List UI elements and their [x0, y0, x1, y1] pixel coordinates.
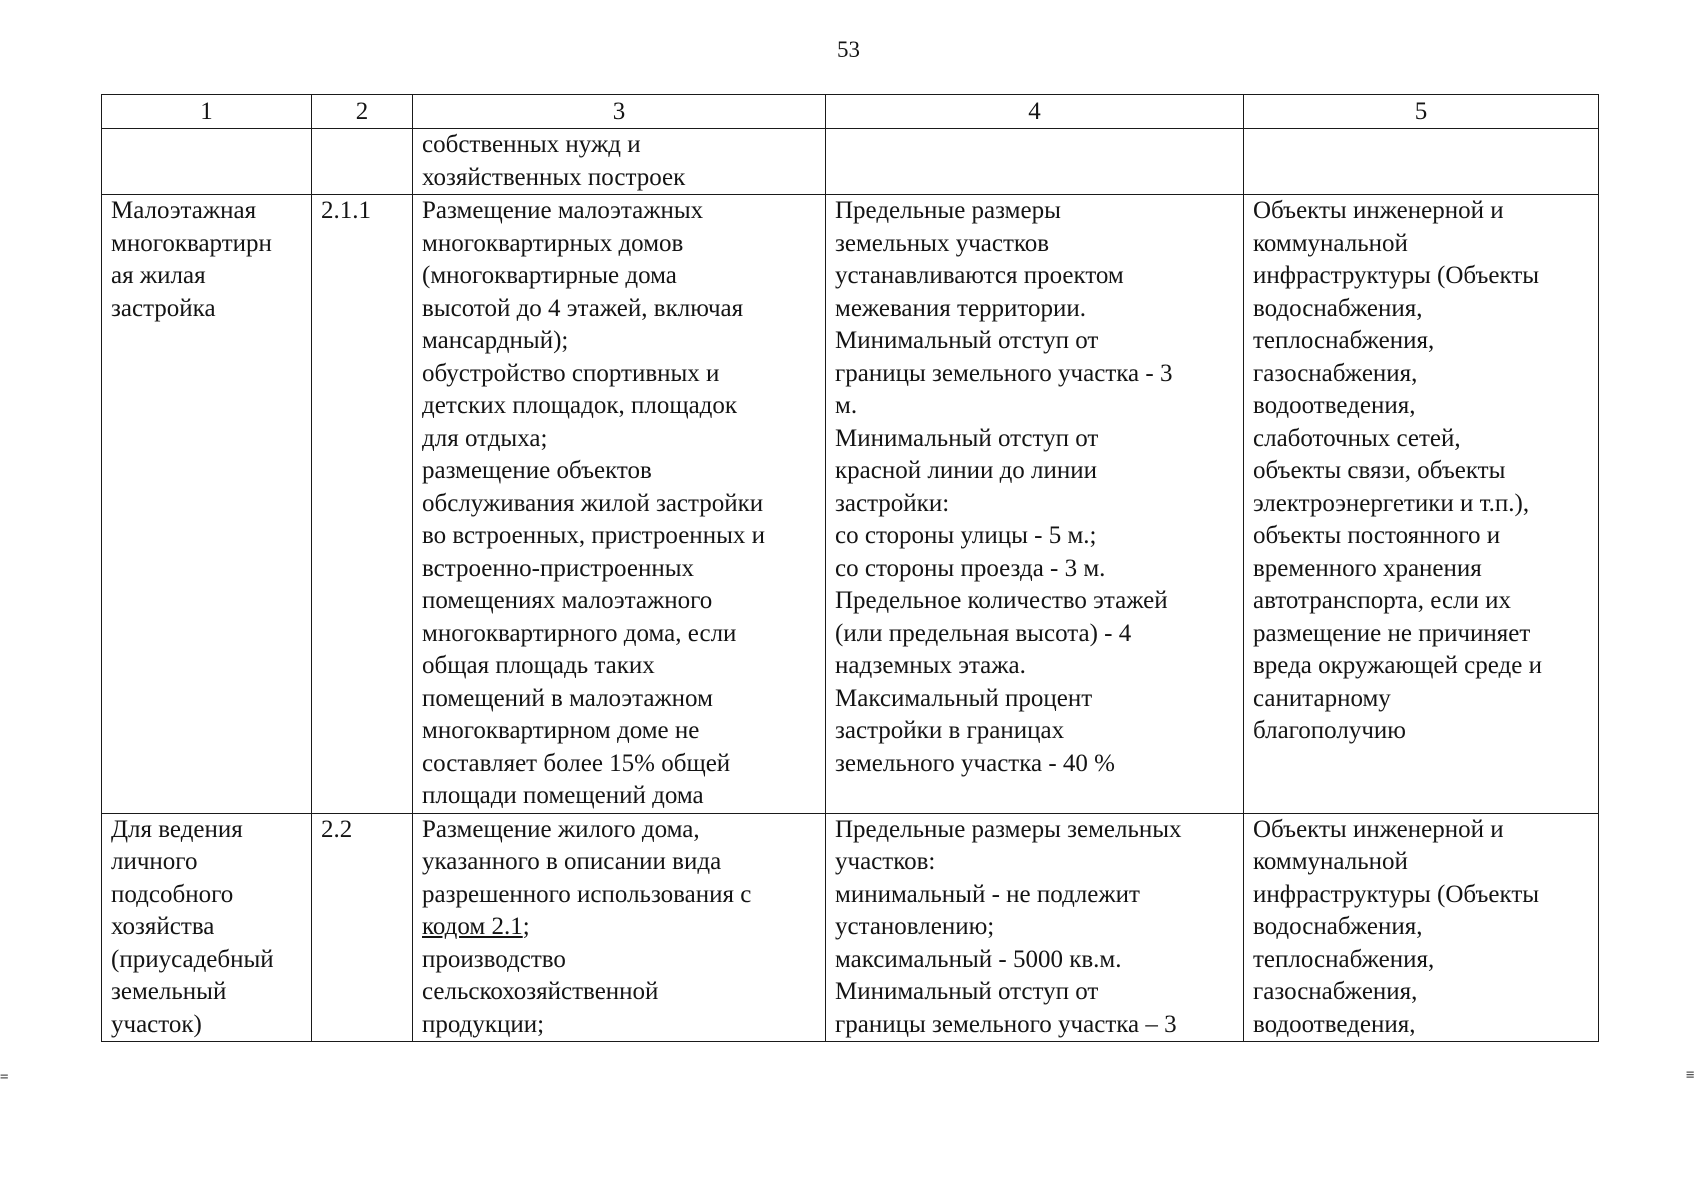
column-header-1: 1 [102, 95, 312, 129]
cell-auxiliary-uses: Объекты инженерной и коммунальной инфраструктуры (Объекты водоснабжения, теплоснабжения, газоснабжения, водоотведения, слаботочных сетей, объекты связи, объекты электроэнергетики и т.п.), объекты постоянного и временного хранения автотранспорта, если их размещение не причиняет вреда окружающей среде и санитарному благополучию [1244, 195, 1599, 814]
description-text-continued: ; производство сельскохозяйственной продукции; [422, 913, 659, 1038]
cell-description: Размещение малоэтажных многоквартирных домов (многоквартирные дома высотой до 4 этажей, включая мансардный); обустройство спортивных и детских площадок, площадок для отдыха; размещение объектов обслуживания жилой застройки во встроенных, пристроенных и встроенно-пристроенных помещениях малоэтажного многоквартирного дома, если общая площадь таких помещений в малоэтажном многоквартирном доме не составляет более 15% общей площади помещений дома [413, 195, 826, 814]
cell-use-type: Для ведения личного подсобного хозяйства (приусадебный земельный участок) [102, 813, 312, 1042]
cell-parameters [826, 129, 1244, 195]
cell-auxiliary-uses: Объекты инженерной и коммунальной инфраструктуры (Объекты водоснабжения, теплоснабжения, газоснабжения, водоотведения, [1244, 813, 1599, 1042]
cell-use-type: Малоэтажная многоквартирн ая жилая застройка [102, 195, 312, 814]
table-row-personal-farming [102, 813, 1599, 1042]
code-reference-link[interactable]: кодом 2.1 [422, 913, 523, 940]
page-number: 53 [837, 37, 860, 62]
cell-auxiliary-uses [1244, 129, 1599, 195]
table-row-low-rise-apartments [102, 195, 1599, 814]
column-header-2: 2 [312, 95, 413, 129]
right-margin-mark: ≡ [1686, 1067, 1695, 1083]
cell-description: собственных нужд и хозяйственных построек [413, 129, 826, 195]
cell-parameters: Предельные размеры земельных участков: минимальный - не подлежит установлению; максимальный - 5000 кв.м. Минимальный отступ от границы земельного участка – 3 [826, 813, 1244, 1042]
cell-code: 2.2 [312, 813, 413, 1042]
table-row-continued [102, 129, 1599, 195]
cell-code: 2.1.1 [312, 195, 413, 814]
column-header-5: 5 [1244, 95, 1599, 129]
cell-parameters: Предельные размеры земельных участков устанавливаются проектом межевания территории. Минимальный отступ от границы земельного участка - 3 м. Минимальный отступ от красной линии до линии застройки: со стороны улицы - 5 м.; со стороны проезда - 3 м. Предельное количество этажей (или предельная высота) - 4 надземных этажа. Максимальный процент застройки в границах земельного участка - 40 % [826, 195, 1244, 814]
cell-use-type [102, 129, 312, 195]
table-header-row [102, 95, 1599, 129]
land-use-table [101, 94, 1599, 1042]
column-header-3: 3 [413, 95, 826, 129]
left-margin-mark: = [0, 1069, 9, 1085]
cell-code [312, 129, 413, 195]
description-text: Размещение жилого дома, указанного в описании вида разрешенного использования с [422, 815, 752, 908]
cell-description [413, 813, 826, 1042]
column-header-4: 4 [826, 95, 1244, 129]
